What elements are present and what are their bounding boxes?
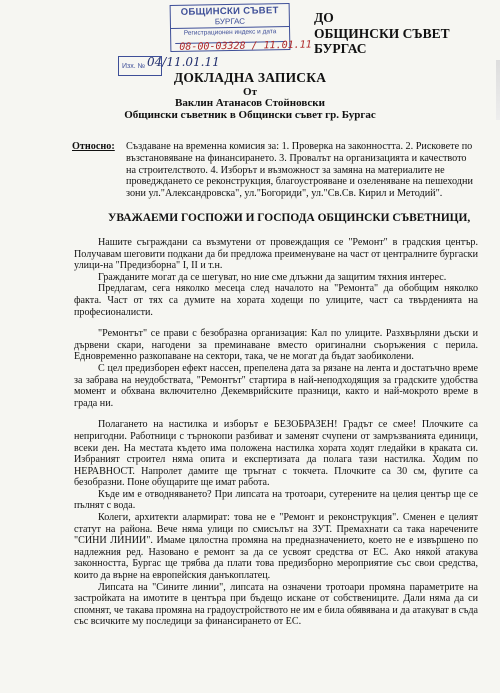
addressee-line-2: ОБЩИНСКИ СЪВЕТ <box>314 25 450 41</box>
outgoing-number: 04/11.01.11 <box>147 55 220 69</box>
stamp-org: ОБЩИНСКИ СЪВЕТ <box>180 5 279 18</box>
body-paragraph: Къде им е отводняването? При липсата на тротоари, сутерените на целия център ще се пълнят с вода. <box>74 488 478 512</box>
addressee <box>314 10 450 57</box>
body-paragraph: Полагането на настилка и изборът е БЕЗОБРАЗЕН! Градът се смее! Плочките са непригодни. Работници с търнокопи разбиват и заменят счупени от замръзванията единици, всеки ден. На местата където има положена настилка хората ходят гледайки в краката си. Избраният строител няма опита и експертизата да полага тази настилка. Ходим по НЕРАВНОСТ. Напролет дамите ще тръгнат с токчета. Плочките са 30 см, фугите са безобразни. Поне обущарите ще имат работа. <box>74 419 478 489</box>
addressee-line-1: ДО <box>314 10 334 25</box>
body-paragraph: "Ремонтът" се прави с безобразна организация: Кал по улиците. Разхвърляни дъски и дървени скари, нагодени за преминаване вместо оригинални съоръжения с перила. Едновременно разкопаване на сектори, така, че не могат да бъдат заобиколени. <box>74 328 478 363</box>
registration-stamp <box>170 3 312 53</box>
body-paragraph: Предлагам, сега няколко месеца след началото на "Ремонта" да обобщим няколко факта. Част от тях са думите на хората ходещи по улиците, част са твърденията на професионалисти. <box>74 283 478 318</box>
subject-text: Създаване на временна комисия за: 1. Проверка на законността. 2. Рисковете по възстановяване на финансирането. 3. Провалът на организацията и качеството на строителството. 4. Изборът и възможност за замяна на материалите не проведждането се реконструкция, благоустрояване и озеленяване на пешеходни зони ул."Александровска", ул."Богориди", ул."Св.Св. Кирил и Методий". <box>126 141 473 200</box>
addressee-line-3: БУРГАС <box>314 41 367 56</box>
body-text <box>74 237 478 628</box>
subject-block <box>72 141 477 200</box>
body-paragraph: С цел предизборен ефект нассен, препелена дата за рязане на лента и достатъчно време за забрава на неудобствата, "Ремонтът" стартира в най-неподходящия за градските удобства момент и обхвана включително Декемврийските празници, както и най-мокрото време в града ни. <box>74 362 478 409</box>
document-author: Ваклин Атанасов Стойновски <box>175 97 325 109</box>
stamp-reg-number: 08-00-03328 / 11.01.11 <box>179 39 312 53</box>
body-paragraph: Гражданите могат да се шегуват, но ние сме длъжни да защитим тяхния интерес. <box>98 271 447 283</box>
body-paragraph: Нашите съграждани са възмутени от провеждащия се "Ремонт" в градския център. Получавам шеговити подкани да би предложа преименуване на част от централните бургаски улици-на "Предизборна" I, II и т.н. <box>74 237 478 272</box>
document-title: ДОКЛАДНА ЗАПИСКА <box>173 70 327 85</box>
body-paragraph: Липсата на "Сините линии", липсата на означени тротоари промяна параметрите на застройката на имотите в центъра при бъдещо искане от собствениците. Дали няма да си спомнят, че такава промяна на градоустройството не им е била обявявана и да атакуват в съда със всичките му последици за финансирането от ЕС. <box>74 581 478 628</box>
scan-edge <box>496 60 500 120</box>
outgoing-label: Изх. № <box>118 56 162 76</box>
author-position: Общински съветник в Общински съвет гр. Бургас <box>124 109 376 121</box>
body-paragraph: Колеги, архитекти алармират: това не е "Ремонт и реконструкция". Сменен е целият статут на района. Вече няма улици по смисълът на ЗУТ. Премахнати са така наречените "СИНИ ЛИНИИ". Имаме цялостна промяна на предназначението, което не е извършено по надлежния ред. Назовано е ремонт за да се усвоят средства от ЕС. Ако някой атакува законността, Бургас ще трябва да плати това предизборно мероприятие със свои средства, които да върне на европейския данъкоплатец. <box>74 512 478 582</box>
stamp-city: БУРГАС <box>214 16 246 27</box>
salutation: УВАЖАЕМИ ГОСПОЖИ И ГОСПОДА ОБЩИНСКИ СЪВЕТНИЦИ, <box>108 212 471 224</box>
subject-label: Относно: <box>72 141 115 152</box>
stamp-reg-label: Регистрационен индекс и дата <box>171 26 289 37</box>
document-from: От <box>243 86 257 98</box>
